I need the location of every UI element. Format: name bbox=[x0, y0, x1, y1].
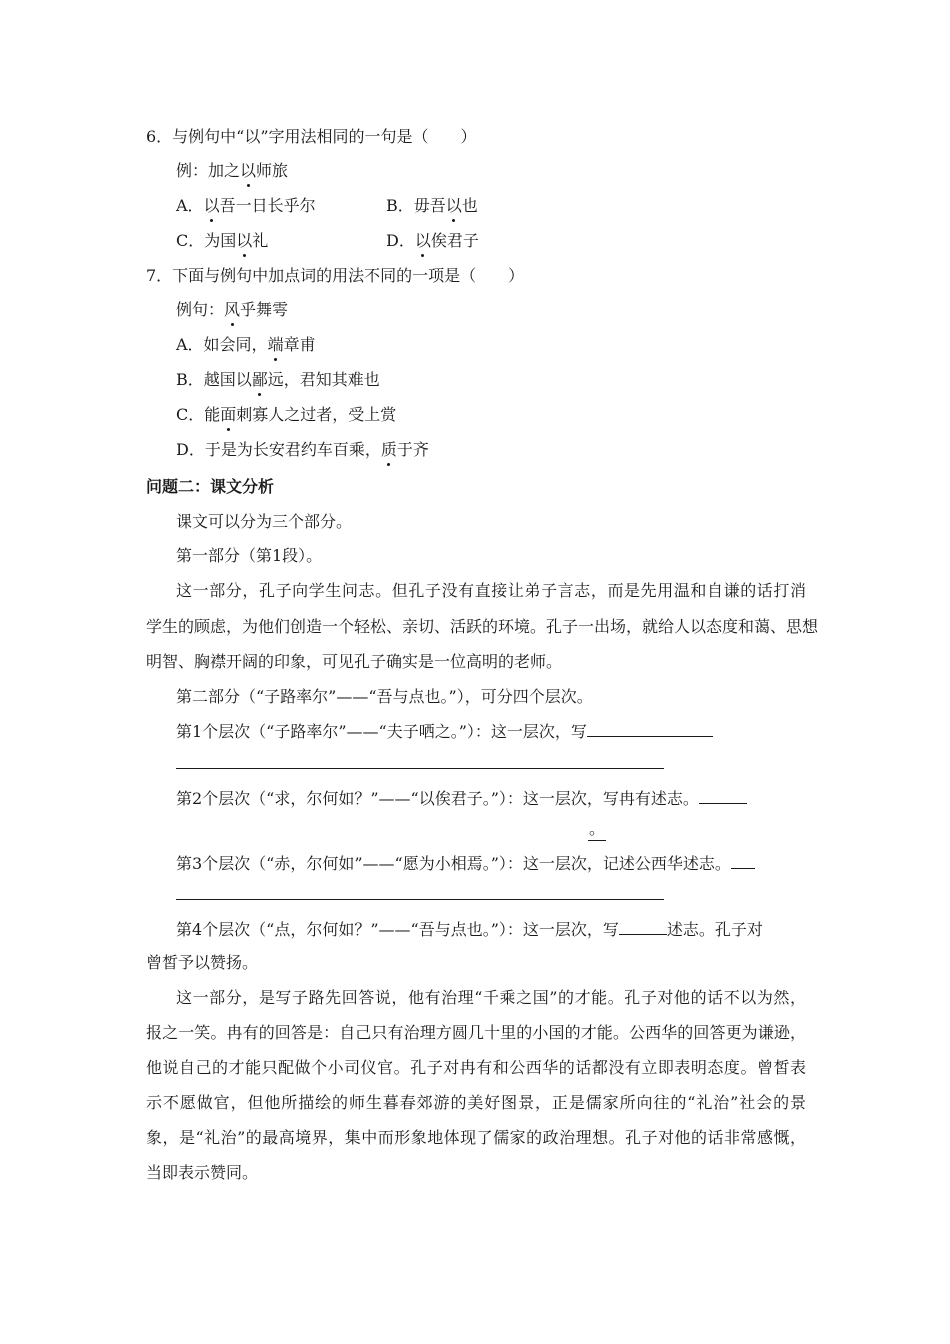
dotted-char: 端 bbox=[267, 335, 284, 354]
question-7-stem: 7．下面与例句中加点词的用法不同的一项是（ ） bbox=[146, 266, 525, 285]
summary-line-6: 当即表示赞同。 bbox=[146, 1163, 259, 1182]
dotted-char: 面 bbox=[220, 405, 237, 424]
summary-line-1: 这一部分，是写子路先回答说，他有治理“千乘之国”的才能。孔子对他的话不以为然， bbox=[176, 988, 806, 1007]
answer-line[interactable] bbox=[176, 899, 664, 900]
section-heading: 问题二：课文分析 bbox=[146, 477, 275, 496]
dotted-char: 风 bbox=[224, 300, 241, 319]
dotted-char: 以 bbox=[203, 196, 220, 215]
question-7-example: 例句：风乎舞雩 bbox=[176, 300, 289, 319]
dotted-char: 鄙 bbox=[251, 370, 268, 389]
part-1-line-2: 学生的顾虑，为他们创造一个轻松、亲切、活跃的环境。孔子一出场，就给人以态度和蔼、思想 bbox=[146, 617, 819, 636]
summary-line-5: 象，是“礼治”的最高境界，集中而形象地体现了儒家的政治理想。孔子对他的话非常感慨， bbox=[146, 1128, 806, 1147]
part-1-title: 第一部分（第1段）。 bbox=[176, 546, 323, 565]
answer-blank[interactable] bbox=[731, 852, 755, 869]
summary-line-4: 示不愿做官，但他所描绘的师生暮春郊游的美好图景，正是儒家所向往的“礼治”社会的景 bbox=[146, 1093, 806, 1112]
summary-line-2: 报之一笑。冉有的回答是：自己只有治理方圆几十里的小国的才能。公西华的回答更为谦逊， bbox=[146, 1023, 806, 1042]
answer-line[interactable] bbox=[176, 768, 664, 769]
dotted-char: 以 bbox=[445, 196, 462, 215]
section-intro: 课文可以分为三个部分。 bbox=[176, 512, 353, 531]
layer-3: 第3个层次（“赤，尔何如”——“愿为小相焉。”）：这一层次，记述公西华述志。 bbox=[176, 852, 755, 875]
layer-4: 第4个层次（“点，尔何如？”——“吾与点也。”）：这一层次，写 述志。孔子对 bbox=[176, 920, 763, 939]
answer-blank[interactable] bbox=[587, 720, 713, 737]
question-7-option-a: A．如会同，端章甫 bbox=[176, 335, 316, 354]
part-2-title: 第二部分（“子路率尔”——“吾与点也。”），可分四个层次。 bbox=[176, 687, 593, 706]
dotted-char: 以 bbox=[414, 231, 431, 250]
question-6-option-a: A．以吾一日长乎尔 bbox=[176, 196, 316, 215]
question-6-option-c: C．为国以礼 bbox=[176, 231, 269, 250]
answer-blank[interactable] bbox=[699, 787, 747, 804]
layer-2-period[interactable]: 。 bbox=[588, 818, 606, 841]
answer-blank[interactable] bbox=[619, 918, 667, 935]
layer-1: 第1个层次（“子路率尔”——“夫子哂之。”）：这一层次，写 bbox=[176, 720, 713, 743]
part-1-line-1: 这一部分，孔子向学生问志。但孔子没有直接让弟子言志，而是先用温和自谦的话打消 bbox=[176, 581, 806, 600]
dotted-char: 以 bbox=[236, 231, 253, 250]
dotted-char: 以 bbox=[240, 161, 257, 180]
part-1-line-3: 明智、胸襟开阔的印象，可见孔子确实是一位高明的老师。 bbox=[146, 652, 563, 671]
question-6-stem: 6．与例句中“以”字用法相同的一句是（ ） bbox=[146, 127, 477, 146]
summary-line-3: 他说自己的才能只配做个小司仪官。孔子对冉有和公西华的话都没有立即表明态度。曾皙表 bbox=[146, 1058, 806, 1077]
question-7-option-b: B．越国以鄙远，君知其难也 bbox=[176, 370, 380, 389]
question-6-option-d: D．以俟君子 bbox=[386, 231, 479, 250]
question-7-option-d: D．于是为长安君约车百乘，质于齐 bbox=[176, 440, 429, 459]
layer-2: 第2个层次（“求，尔何如？”——“以俟君子。”）：这一层次，写冉有述志。 bbox=[176, 787, 747, 810]
dotted-char: 质 bbox=[380, 440, 397, 459]
question-7-option-c: C．能面刺寡人之过者，受上赏 bbox=[176, 405, 397, 424]
question-6-option-b: B．毋吾以也 bbox=[386, 196, 478, 215]
layer-4-continuation: 曾皙予以赞扬。 bbox=[146, 953, 259, 972]
question-6-example: 例：加之以师旅 bbox=[176, 161, 289, 180]
